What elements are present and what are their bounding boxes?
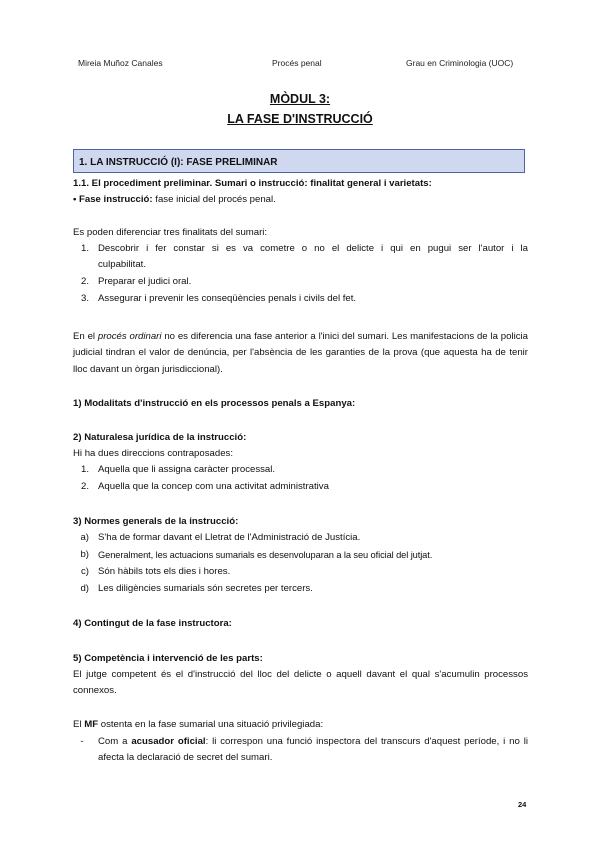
list-text: Les diligències sumarials són secretes per tercers. xyxy=(98,583,313,594)
list-text: Aquella que li assigna caràcter processal. xyxy=(98,464,276,475)
text: En el xyxy=(73,331,98,342)
list-item xyxy=(73,291,528,308)
list-number: 1. xyxy=(80,243,89,254)
heading-contingut: 4) Contingut de la fase instructora: xyxy=(73,618,232,629)
list-number: 1. xyxy=(80,464,89,475)
finalitats-intro: Es poden diferenciar tres finalitats del sumari: xyxy=(73,227,268,238)
list-item xyxy=(73,564,528,581)
list-number: 3. xyxy=(80,293,89,304)
naturalesa-intro: Hi ha dues direccions contraposades: xyxy=(73,448,233,459)
list-text: Són hàbils tots els dies i hores. xyxy=(98,566,231,577)
proces-ordinari-paragraph xyxy=(73,329,528,378)
dash-bullet: - xyxy=(80,736,84,747)
section-heading: 1. LA INSTRUCCIÓ (I): FASE PRELIMINAR xyxy=(73,149,525,173)
header-degree: Grau en Criminologia (UOC) xyxy=(406,58,514,68)
list-number: 2. xyxy=(80,481,89,492)
list-number: 2. xyxy=(80,276,89,287)
module-subtitle: LA FASE D'INSTRUCCIÓ xyxy=(227,112,373,126)
bold-term: acusador oficial xyxy=(131,736,206,747)
list-text xyxy=(98,734,528,767)
list-text xyxy=(98,241,528,274)
list-item xyxy=(73,581,528,598)
list-number: d) xyxy=(80,583,89,594)
heading-competencia: 5) Competència i intervenció de les parts: xyxy=(73,653,263,664)
list-text: Aquella que la concep com una activitat administrativa xyxy=(98,481,329,492)
list-item xyxy=(73,479,528,496)
list-item xyxy=(73,547,528,564)
text: ostenta en la fase sumarial una situació privilegiada: xyxy=(98,719,324,730)
list-item xyxy=(73,734,528,768)
text: no es diferencia una fase anterior a l'inici del sumari. Les manifestacions de la policia judicial tindran el valor de denúncia, per l'absència de les garanties de la prova (que aquesta ha de tenir lloc davant un òrgan jurisdiccional). xyxy=(73,331,528,375)
mf-label: MF xyxy=(84,719,99,730)
list-item xyxy=(73,462,528,479)
list-number: a) xyxy=(80,532,89,543)
heading-naturalesa: 2) Naturalesa jurídica de la instrucció: xyxy=(73,432,247,443)
list-text: Preparar el judici oral. xyxy=(98,276,192,287)
list-item xyxy=(73,241,528,274)
list-text: S'ha de formar davant el Lletrat de l'Administració de Justícia. xyxy=(98,532,361,543)
text: Com a xyxy=(98,736,132,747)
heading-modalitats: 1) Modalitats d'instrucció en els processos penals a Espanya: xyxy=(73,398,356,409)
list-text: Generalment, les actuacions sumarials es desenvoluparan a la seu oficial del jutjat. xyxy=(98,550,433,560)
list-item xyxy=(73,530,528,547)
text: El xyxy=(73,719,85,730)
mf-paragraph xyxy=(73,717,528,733)
list-number: c) xyxy=(81,566,89,577)
fase-label: • Fase instrucció: xyxy=(73,194,153,205)
header-author: Mireia Muñoz Canales xyxy=(78,58,163,68)
fase-text: fase inicial del procés penal. xyxy=(152,194,276,205)
page-number: 24 xyxy=(518,800,527,809)
list-text-line: Descobrir i fer constar si es va cometre o no el delicte i qui en pugui ser l'autor i la xyxy=(98,243,528,254)
emphasis: procés ordinari xyxy=(97,331,162,342)
subsection-heading: 1.1. El procediment preliminar. Sumari o instrucció: finalitat general i varietats: xyxy=(73,178,432,189)
list-number: b) xyxy=(80,549,89,560)
competencia-text: El jutge competent és el d'instrucció del lloc del delicte o aquell davant el qual s'acumulin processos connexos. xyxy=(73,669,528,697)
module-title: MÒDUL 3: xyxy=(269,92,331,106)
list-text: Assegurar i prevenir les conseqüències penals i civils del fet. xyxy=(98,293,357,304)
fase-instruccio xyxy=(73,192,528,208)
header-subject: Procés penal xyxy=(272,58,322,68)
heading-normes: 3) Normes generals de la instrucció: xyxy=(73,516,239,527)
list-item xyxy=(73,274,528,291)
text: : li correspon una funció inspectora del transcurs d'aquest període, i no li afecta la declaració de secret del sumari. xyxy=(98,736,528,764)
list-text-line: culpabilitat. xyxy=(98,259,146,271)
